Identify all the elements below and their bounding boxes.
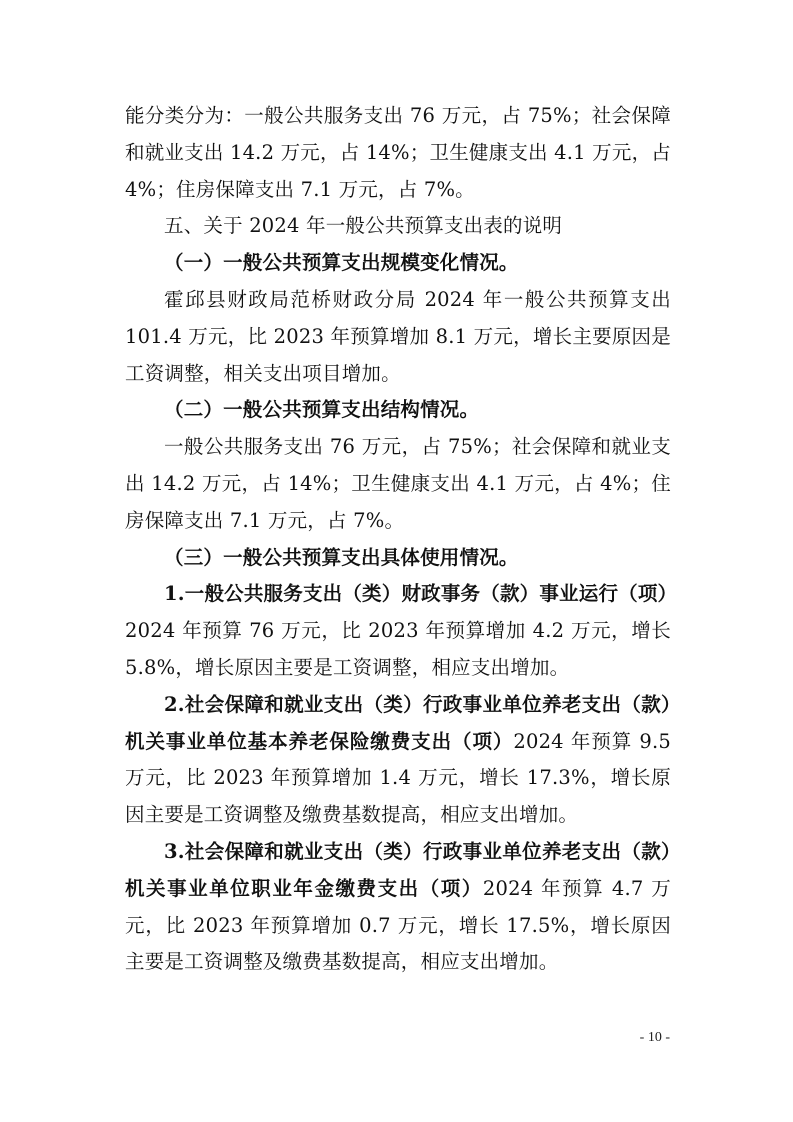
item-2-title: 2.社会保障和就业支出（类）行政事业单位养老支出（款）机关事业单位基本养老保险缴费支出（项）	[125, 692, 671, 753]
document-body	[125, 98, 678, 981]
item-1-detail: 2024 年预算 76 万元，比 2023 年预算增加 4.2 万元，增长 5.8%，增长原因主要是工资调整，相应支出增加。	[125, 619, 671, 679]
item-3-title: 3.社会保障和就业支出（类）行政事业单位养老支出（款）机关事业单位职业年金缴费支出（项）	[125, 839, 671, 900]
subheading-structure: （二）一般公共预算支出结构情况。	[164, 398, 480, 422]
paragraph-item-2	[125, 687, 671, 834]
item-2-detail: 2024 年预算 9.5 万元，比 2023 年预算增加 1.4 万元，增长 17.3%，增长原因主要是工资调整及缴费基数提高，相应支出增加。	[125, 729, 671, 827]
paragraph-scale-change: 霍邱县财政局范桥财政分局 2024 年一般公共预算支出 101.4 万元，比 2023 年预算增加 8.1 万元，增长主要原因是工资调整，相关支出项目增加。	[125, 287, 671, 385]
paragraph-item-3	[125, 834, 671, 981]
item-3-detail: 2024 年预算 4.7 万元，比 2023 年预算增加 0.7 万元，增长 17.5%，增长原因主要是工资调整及缴费基数提高，相应支出增加。	[125, 876, 671, 974]
paragraph-expenditure-by-function-continued: 能分类分为：一般公共服务支出 76 万元，占 75%；社会保障和就业支出 14.2 万元，占 14%；卫生健康支出 4.1 万元，占 4%；住房保障支出 7.1 万元，占 7%。	[125, 104, 671, 201]
page-number: - 10 -	[639, 1030, 670, 1045]
subheading-scale-change: （一）一般公共预算支出规模变化情况。	[164, 251, 519, 275]
paragraph-structure: 一般公共服务支出 76 万元，占 75%；社会保障和就业支出 14.2 万元，占 14%；卫生健康支出 4.1 万元，占 4%；住房保障支出 7.1 万元，占 7%。	[125, 435, 671, 532]
section-heading-five: 五、关于 2024 年一般公共预算支出表的说明	[164, 214, 563, 238]
subheading-specific-use: （三）一般公共预算支出具体使用情况。	[164, 545, 519, 569]
paragraph-item-1	[125, 576, 678, 686]
item-1-title: 1.一般公共服务支出（类）财政事务（款）事业运行（项）	[164, 582, 678, 606]
